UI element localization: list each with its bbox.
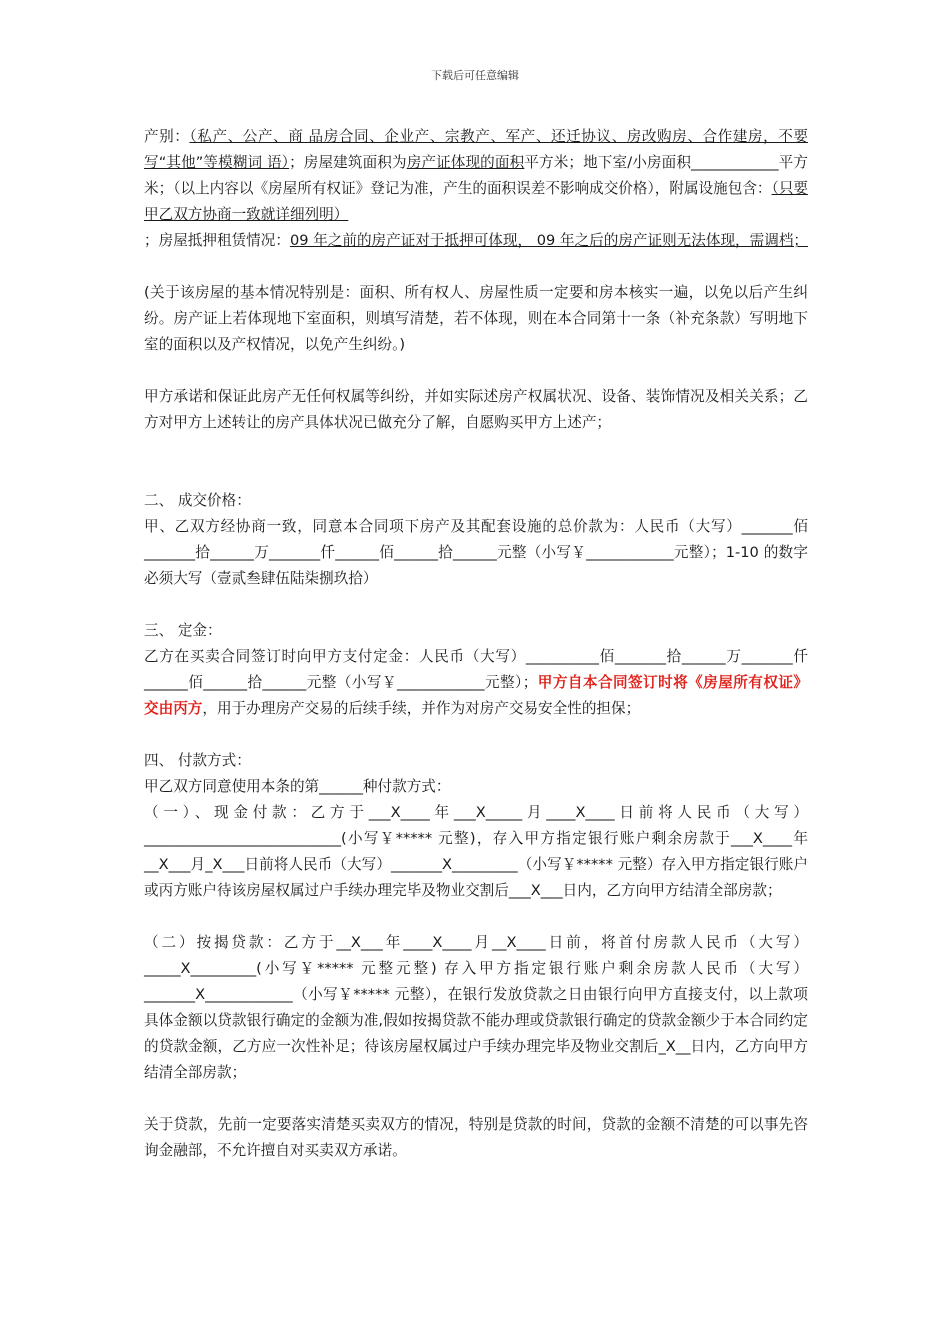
page-header: 下载后可任意编辑	[431, 69, 519, 82]
basement-label: 平方米；地下室/小房面积	[524, 154, 692, 171]
deposit-text-end: ，用于办理房产交易的后续手续，并作为对房产交易安全性的担保；	[202, 700, 641, 717]
area-value: 房产证体现的面积	[406, 154, 525, 171]
deposit-highlight: 甲方自本合同签订时将《房屋所有权证》交由丙方	[144, 674, 808, 717]
section-3-heading: 三、 定金：	[144, 622, 222, 639]
basement-blank: ____________	[691, 154, 779, 171]
section-3-body	[144, 644, 808, 722]
section-4-heading: 四、 付款方式：	[144, 752, 251, 769]
facilities-value: （只要甲乙双方协商一致就详细列明）	[144, 180, 809, 223]
mortgage-value: 09 年之前的房产证对于抵押可体现， 09 年之后的房产证则无法体现，需调档；	[289, 232, 809, 249]
document-body	[144, 124, 808, 1164]
property-info-paragraph	[144, 124, 808, 254]
verification-note: (关于该房屋的基本情况特别是：面积、所有权人、房屋性质一定要和房本核实一遍，以免以后产生纠纷。房产证上若体现地下室面积，则填写清楚，若不体现，则在本合同第十一条（补充条款）写明地下室的面积以及产权情况，以免产生纠纷。)	[144, 284, 808, 353]
deposit-text: 乙方在买卖合同签订时向甲方支付定金：人民币（大写）__________佰_______拾______万_______仟______佰______拾______元整（小写￥____________元整）；	[144, 648, 808, 691]
loan-note-paragraph: 关于贷款，先前一定要落实清楚买卖双方的情况，特别是贷款的时间，贷款的金额不清楚的可以事先咨询金融部，不允许擅自对买卖双方承诺。	[144, 1116, 808, 1159]
loan-payment-paragraph: （二）按揭贷款：乙方于__X___年____X____月__X____日前，将首付房款人民币（大写） _____X_________(小写￥***** 元整元整) 存入甲方指定银行账户剩余房款人民币（大写）_______X____________（小写￥***** 元整），在银行发放贷款之日由银行向甲方直接支付，以上款项具体金额以贷款银行确定的金额为准,假如按揭贷款不能办理或贷款银行确定的贷款金额少于本合同约定的贷款金额，乙方应一次性补足；待该房屋权属过户手续办理完毕及物业交割后_X__日内，乙方向甲方结清全部房款；	[144, 934, 808, 1081]
payment-method-choice: 甲乙双方同意使用本条的第______种付款方式：	[144, 778, 451, 795]
seller-guarantee-paragraph: 甲方承诺和保证此房产无任何权属等纠纷，并如实际述房产权属状况、设备、装饰情况及相关关系；乙方对甲方上述转让的房产具体状况已做充分了解，自愿购买甲方上述产；	[144, 388, 808, 431]
area-label: ；房屋建筑面积为	[289, 154, 407, 171]
property-type-label: 产别：	[144, 128, 190, 145]
property-type-value: （私产、公产、商 品房合同、企业产、宗教产、军产、还迁协议、房改购房、合作建房，不要写“其他”等模糊词 语）	[144, 128, 808, 171]
section-2-heading: 二、 成交价格：	[144, 492, 251, 509]
mortgage-label: ；房屋抵押租赁情况：	[144, 232, 290, 249]
area-note: 平方米；（以上内容以《房屋所有权证》登记为准，产生的面积误差不影响成交价格），附属设施包含：	[144, 154, 808, 197]
section-2-body: 甲、乙双方经协商一致，同意本合同项下房产及其配套设施的总价款为：人民币（大写）_______佰_______拾______万_______仟______佰______拾______元整（小写￥____________元整）；1-10 的数字必须大写（壹贰叁肆伍陆柒捌玖拾）	[144, 518, 808, 587]
cash-payment-paragraph: （一）、现金付款：乙方于___X____年___X_____月____X____日前将人民币（大写） ___________________________(小写￥***** 元整)，存入甲方指定银行账户剩余房款于___X____年__X___月_X___日前将人民币（大写）_______X_________（小写￥***** 元整）存入甲方指定银行账户或丙方账户待该房屋权属过户手续办理完毕及物业交割后___X___日内，乙方向甲方结清全部房款；	[144, 804, 808, 899]
